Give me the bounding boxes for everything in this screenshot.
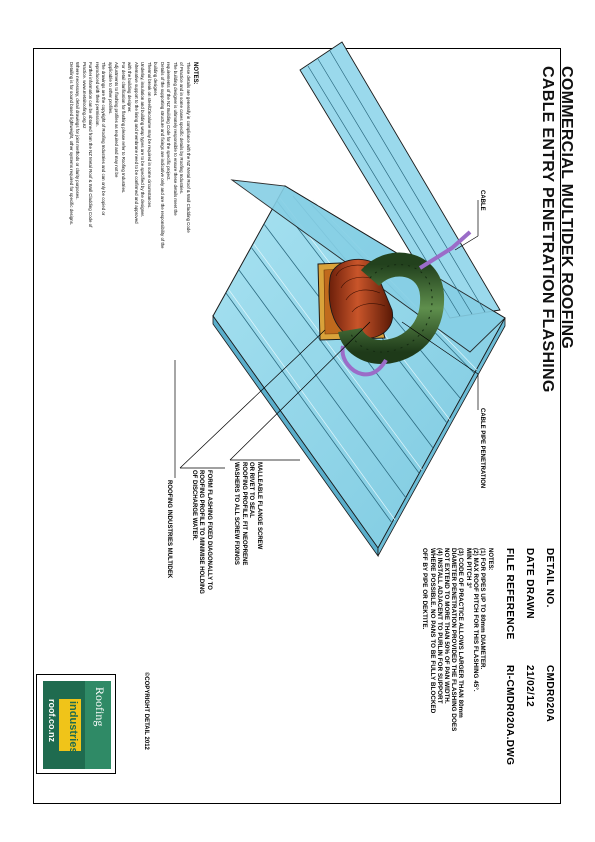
general-notes-list — [68, 62, 192, 248]
detail-notes-heading: NOTES: — [487, 548, 493, 571]
detail-note: (2) MAX ROOF PITCH FOR THIS FLASHING 45°. — [471, 548, 479, 692]
general-note: Further information can be obtained from the NZ Metal Roof & Wall Cladding Code of — [88, 62, 94, 228]
general-note: Details of the supporting structure and fixings are indicative only and are the responsibility of the — [160, 62, 165, 249]
general-note: reproduced with their permission. — [95, 62, 100, 127]
detail-note: DIAMETER PENETRATION PROVIDED THE FLASHING DOES — [450, 548, 458, 732]
roofing-industries-logo — [36, 674, 116, 774]
file-reference-label: FILE REFERENCE — [504, 548, 515, 640]
callout-cable: CABLE — [479, 190, 485, 211]
general-note: with the building designer. — [127, 62, 133, 113]
detail-notes-list — [421, 548, 486, 731]
general-note: Adjustments to flashing profiles as required and may not be — [114, 62, 120, 178]
callout-roofing: ROOFING INDUSTRIES MULTIDEK — [166, 480, 172, 579]
copyright: ©COPYRIGHT DETAIL 2012 — [143, 672, 149, 750]
general-note: Thermal break on steel/Zincalume may be required in some circumstances. — [147, 62, 152, 209]
general-note: of Practice and in some cases specific details by Roofing Industries. — [179, 62, 185, 195]
general-notes-heading: NOTES: — [192, 62, 198, 85]
drawing-title-line1: COMMERCIAL MULTIDEK ROOFING — [558, 66, 575, 350]
general-note: For detail clarification for flashing please refer to Roofing Industries. — [121, 62, 126, 194]
file-reference-value: RI-CMDR020A.DWG — [504, 665, 515, 766]
general-note: Underlay, insulation and building wrap types are to be specified by the designer. — [140, 62, 146, 217]
callout-form-flashing: FORM FLASHING FIXED DIAGONALLY TO ROOFING PROFILE TO MINIMISE HOLDING OF DISCHARGE WATER. — [191, 470, 212, 594]
logo-industries: industries — [67, 701, 79, 754]
date-drawn-value: 21/02/12 — [524, 665, 535, 708]
general-note: The building designer is ultimately responsible to ensure these details meet the — [173, 62, 178, 216]
general-note: Detailing is for sound based lightweight, other systems required for specific designs. — [69, 62, 74, 226]
logo-website: roof.co.nz — [47, 699, 57, 742]
general-note: Where necessary, detail drawings for joint methods or clarity purposes. — [75, 62, 81, 200]
general-note: Alternative support to the lining and membrane need to be confirmed and approved — [134, 62, 139, 224]
detail-note: NOT EXTEND TO MORE THAN 50% OF PAN WIDTH. — [442, 548, 450, 704]
general-note: requirements of the NZ Building Code for the specific project. — [166, 62, 172, 181]
logo-roofing: Roofing — [93, 687, 107, 727]
detail-note: (3) CODE OF PRACTICE ALLOWS LARGER THAN 80mm — [457, 548, 465, 718]
general-note: applicable to other profiles. — [108, 62, 113, 115]
callout-flange: MALLEABLE FLANGE SCREW OR RIVET TO SEAL ROOFING PROFILE. FIT NEOPRENE WASHERS TO ALL SCREW FIXINGS — [233, 462, 262, 566]
detail-note: WHERE POSSIBLE. NO PANS TO BE FULLY BLOCKED — [428, 548, 436, 714]
callout-pipe-penetration: CABLE PIPE PENETRATION — [479, 408, 485, 489]
detail-no-value: CMDR020A — [544, 665, 555, 723]
detail-note: OFF BY PIPE OR DEKTITE. — [421, 548, 429, 630]
detail-note: (4) INSTALL ADJACENT TO PURLIN FOR SUPPORT — [435, 548, 443, 704]
date-drawn-label: DATE DRAWN — [524, 548, 535, 620]
drawing-title-line2: CABLE ENTRY PENETRATION FLASHING — [539, 66, 556, 393]
general-note: Practice. www.metalroofing.org.nz — [82, 62, 87, 129]
detail-note: (1) FOR PIPES UP TO 80mm DIAMETER. — [479, 548, 486, 670]
detail-note: MIN PITCH 3° — [464, 548, 472, 589]
general-note: The drawings are the copyright of Roofing Industries and can only be copied or — [101, 62, 107, 216]
general-note: These details are generally in compliance with the NZ Metal Roof & Wall Cladding Code — [186, 62, 191, 233]
general-note: building designer. — [153, 62, 159, 97]
detail-no-label: DETAIL NO. — [544, 548, 555, 608]
